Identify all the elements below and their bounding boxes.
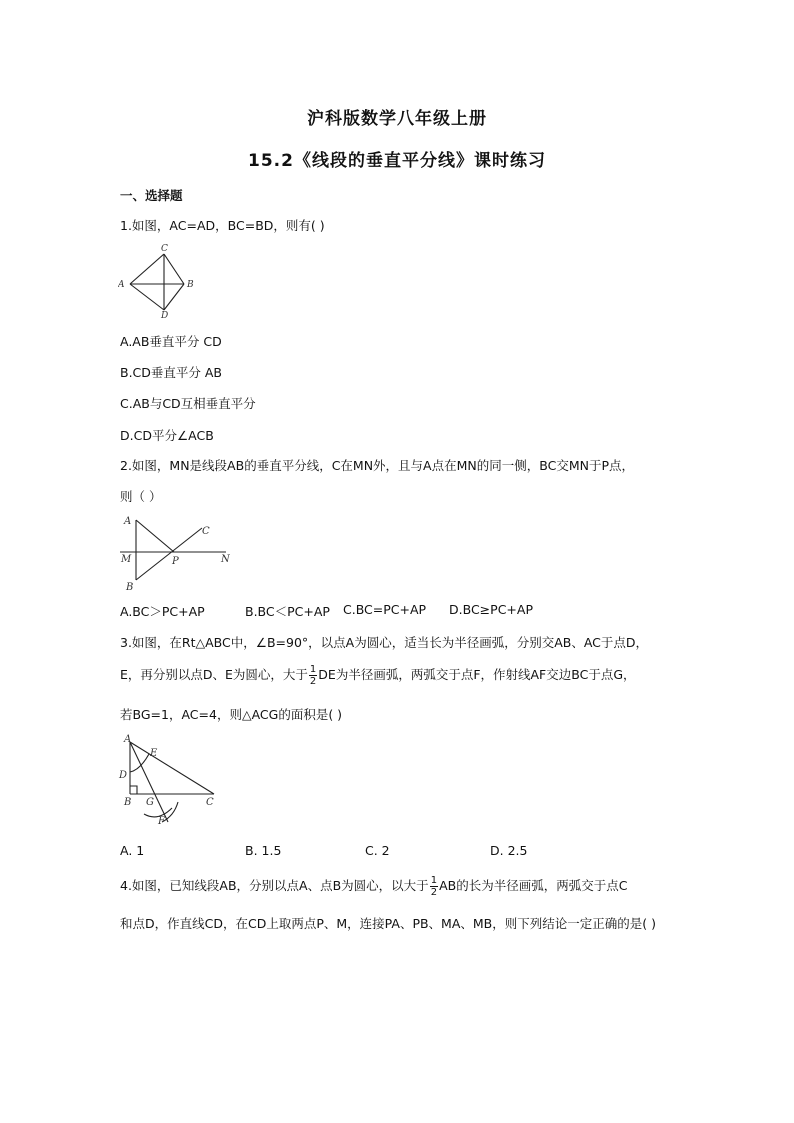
question-4-stem-line2: 和点D，作直线CD，在CD上取两点P、M，连接PA、PB、MA、MB，则下列结论一定正确的是( ) [120, 916, 656, 931]
question-3-figure [116, 732, 220, 826]
q2-label-a: A [124, 516, 132, 527]
question-4-stem-line1 [120, 875, 627, 898]
q2-option-a: A.BC＞PC+AP [120, 604, 205, 619]
q1-option-a: A.AB垂直平分 CD [120, 334, 222, 349]
q2-option-c: C.BC=PC+AP [343, 602, 427, 617]
q4-line1-after: AB的长为半径画弧，两弧交于点C [439, 878, 628, 893]
q3-right-angle-mark [130, 786, 137, 794]
q2-label-b: B [126, 582, 134, 592]
q1-option-d: D.CD平分∠ACB [120, 428, 214, 443]
q4-frac-num: 1 [430, 875, 438, 886]
q2-option-d: D.BC≥PC+AP [449, 602, 533, 617]
page-title: 沪科版数学八年级上册 [307, 109, 487, 129]
question-1-stem: 1.如图，AC=AD，BC=BD，则有( ) [120, 218, 325, 233]
q4-fraction [430, 875, 438, 898]
q2-label-n: N [221, 554, 230, 565]
q3-fraction [309, 664, 317, 687]
question-3-stem-line2 [120, 664, 636, 687]
q1-segment-cb [164, 254, 184, 284]
question-2-stem-line2: 则（ ） [120, 489, 162, 504]
q3-option-d: D. 2.5 [490, 843, 528, 858]
q1-label-a: A [118, 280, 125, 290]
q1-segment-db [164, 284, 184, 310]
q3-frac-den: 2 [309, 676, 317, 687]
q3-label-e: E [150, 748, 158, 759]
q1-segment-ad [130, 284, 164, 310]
q4-frac-den: 2 [430, 887, 438, 898]
q1-segment-ac [130, 254, 164, 284]
question-3-stem-line3: 若BG=1，AC=4，则△ACG的面积是( ) [120, 707, 343, 722]
q3-label-c: C [206, 797, 214, 808]
q3-label-a: A [124, 734, 132, 745]
q2-label-m: M [121, 554, 132, 565]
q2-label-p: P [172, 556, 179, 567]
q1-label-b: B [187, 280, 194, 290]
q1-option-c: C.AB与CD互相垂直平分 [120, 396, 256, 411]
q3-label-d: D [119, 770, 128, 781]
q3-option-a: A. 1 [120, 843, 145, 858]
q3-label-b: B [124, 797, 132, 808]
section-heading: 一、选择题 [120, 188, 183, 203]
q1-option-b: B.CD垂直平分 AB [120, 365, 223, 380]
q1-label-c: C [161, 244, 168, 254]
question-2-figure [118, 512, 234, 592]
q1-label-d: D [161, 311, 169, 318]
q2-option-b: B.BC＜PC+AP [245, 604, 330, 619]
q3-frac-num: 1 [309, 664, 317, 675]
q3-line2-before: E，再分别以点D、E为圆心，大于 [120, 667, 308, 682]
q3-label-g: G [146, 797, 154, 808]
q3-label-f: F [158, 816, 165, 826]
question-3-stem-line1: 3.如图，在Rt△ABC中，∠B=90°，以点A为圆心，适当长为半径画弧，分别交AB、AC于点D， [120, 635, 649, 650]
q3-option-c: C. 2 [365, 843, 390, 858]
q4-line1-before: 4.如图，已知线段AB，分别以点A、点B为圆心，以大于 [120, 878, 429, 893]
q2-label-c: C [202, 526, 210, 537]
page-subtitle: 15.2《线段的垂直平分线》课时练习 [248, 151, 546, 171]
question-1-figure [118, 242, 198, 318]
q3-option-b: B. 1.5 [245, 843, 282, 858]
q2-segment-ap [136, 520, 174, 552]
question-2-stem-line1: 2.如图，MN是线段AB的垂直平分线，C在MN外，且与A点在MN的同一侧，BC交MN于P点， [120, 458, 634, 473]
q2-segment-bc [136, 528, 202, 580]
q3-line2-after: DE为半径画弧，两弧交于点F，作射线AF交边BC于点G， [318, 667, 636, 682]
